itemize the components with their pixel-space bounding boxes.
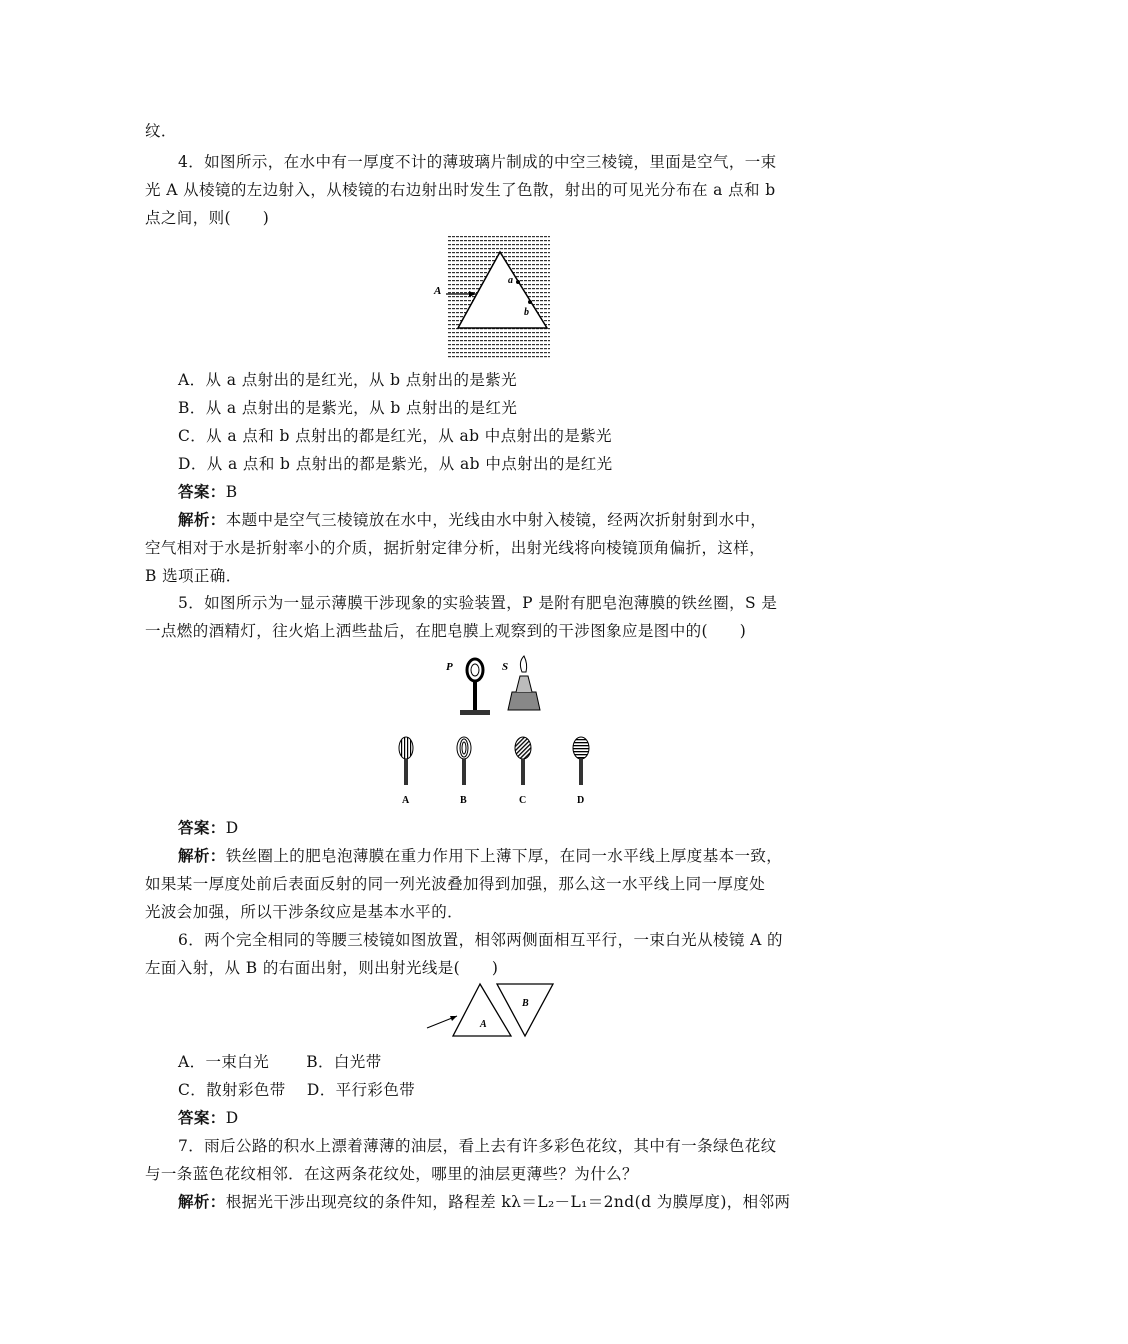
fig6-label-A: A xyxy=(480,1019,487,1030)
q4-analysis-line3: B 选项正确． xyxy=(145,567,242,585)
q5-analysis-line1 xyxy=(178,846,1128,866)
q4-analysis-line2: 空气相对于水是折射率小的介质，据折射定律分析，出射光线将向棱镜顶角偏折，这样， xyxy=(145,539,766,557)
q4-option-c: C．从 a 点和 b 点射出的都是红光，从 ab 中点射出的是紫光 xyxy=(178,427,612,445)
q5-answer-value: D xyxy=(225,819,239,837)
q5-analysis-line3: 光波会加强，所以干涉条纹应是基本水平的． xyxy=(145,903,464,921)
q6-answer-label: 答案： xyxy=(178,1108,226,1127)
q6-answer-value: D xyxy=(225,1109,239,1127)
q7-stem-line2: 与一条蓝色花纹相邻．在这两条花纹处，哪里的油层更薄些？为什么？ xyxy=(145,1165,638,1183)
q6-options-row1: A．一束白光 B．白光带 xyxy=(178,1053,382,1071)
q6-stem-line2: 左面入射，从 B 的右面出射，则出射光线是( ) xyxy=(145,959,499,977)
fig5-label-P: P xyxy=(446,661,453,673)
choice-label-c: C xyxy=(519,795,527,806)
fig6-label-B: B xyxy=(522,998,529,1009)
q4-answer-value: B xyxy=(225,483,238,501)
q7-analysis-line1 xyxy=(178,1192,1128,1212)
q4-analysis-text1: 本题中是空气三棱镜放在水中，光线由水中射入棱镜，经两次折射射到水中， xyxy=(225,511,767,529)
point-b xyxy=(528,300,532,304)
q3-tail: 纹． xyxy=(145,122,177,140)
q4-stem-line1: 4．如图所示，在水中有一厚度不计的薄玻璃片制成的中空三棱镜，里面是空气，一束 xyxy=(178,153,777,171)
q7-analysis-text1: 根据光干涉出现亮纹的条件知，路程差 kλ＝L₂－L₁＝2nd(d 为膜厚度)，相邻两 xyxy=(225,1193,791,1211)
flame xyxy=(520,656,526,672)
lamp-neck xyxy=(516,676,532,692)
fig4-label-A: A xyxy=(434,285,442,297)
q4-answer xyxy=(178,482,1128,502)
q5-answer xyxy=(178,818,1128,838)
alcohol-lamp xyxy=(508,692,540,710)
two-prisms-figure xyxy=(425,980,555,1040)
white-light-arrow xyxy=(450,1016,457,1021)
choice-b-loop xyxy=(457,737,471,785)
q5-analysis-text1: 铁丝圈上的肥皂泡薄膜在重力作用下上薄下厚，在同一水平线上厚度基本一致， xyxy=(225,847,783,865)
q4-answer-label: 答案： xyxy=(178,482,226,501)
q7-stem-line1: 7．雨后公路的积水上漂着薄薄的油层，看上去有许多彩色花纹，其中有一条绿色花纹 xyxy=(178,1137,777,1155)
fig5-label-S: S xyxy=(502,661,509,673)
q5-analysis-label: 解析： xyxy=(178,846,226,865)
q4-option-a: A．从 a 点射出的是红光，从 b 点射出的是紫光 xyxy=(178,371,518,389)
choice-label-a: A xyxy=(402,795,410,806)
fig4-label-b: b xyxy=(524,307,529,318)
q5-analysis-line2: 如果某一厚度处前后表面反射的同一列光波叠加得到加强，那么这一水平线上同一厚度处 xyxy=(145,875,766,893)
q4-stem-line3: 点之间，则( ) xyxy=(145,209,270,227)
interference-choices-figure xyxy=(392,733,602,808)
prism-in-water-figure xyxy=(434,236,555,361)
loop-stand xyxy=(473,681,477,711)
choice-c-loop xyxy=(515,737,531,785)
q7-analysis-label: 解析： xyxy=(178,1192,226,1211)
point-a xyxy=(516,280,520,284)
soap-film xyxy=(471,664,479,676)
q6-options-row2: C．散射彩色带 D．平行彩色带 xyxy=(178,1081,416,1099)
q5-answer-label: 答案： xyxy=(178,818,226,837)
q4-stem-line2: 光 A 从棱镜的左边射入，从棱镜的右边射出时发生了色散，射出的可见光分布在 a 点和 b xyxy=(145,181,776,199)
q5-stem-line1: 5．如图所示为一显示薄膜干涉现象的实验装置，P 是附有肥皂泡薄膜的铁丝圈，S 是 xyxy=(178,594,778,612)
soap-film-apparatus-figure xyxy=(440,652,550,722)
fig4-label-a: a xyxy=(508,275,513,286)
q6-stem-line1: 6．两个完全相同的等腰三棱镜如图放置，相邻两侧面相互平行，一束白光从棱镜 A 的 xyxy=(178,931,783,949)
choice-label-b: B xyxy=(460,795,467,806)
choice-label-d: D xyxy=(577,795,585,806)
q6-answer xyxy=(178,1108,1128,1128)
q5-stem-line2: 一点燃的酒精灯，往火焰上洒些盐后，在肥皂膜上观察到的干涉图象应是图中的( ) xyxy=(145,622,747,640)
q4-analysis-label: 解析： xyxy=(178,510,226,529)
loop-base xyxy=(460,710,490,715)
choice-a-loop xyxy=(399,737,413,785)
q4-analysis-line1 xyxy=(178,510,1128,530)
choice-d-loop xyxy=(573,737,589,785)
q4-option-d: D．从 a 点和 b 点射出的都是紫光，从 ab 中点射出的是红光 xyxy=(178,455,613,473)
q4-option-b: B．从 a 点射出的是紫光，从 b 点射出的是红光 xyxy=(178,399,518,417)
